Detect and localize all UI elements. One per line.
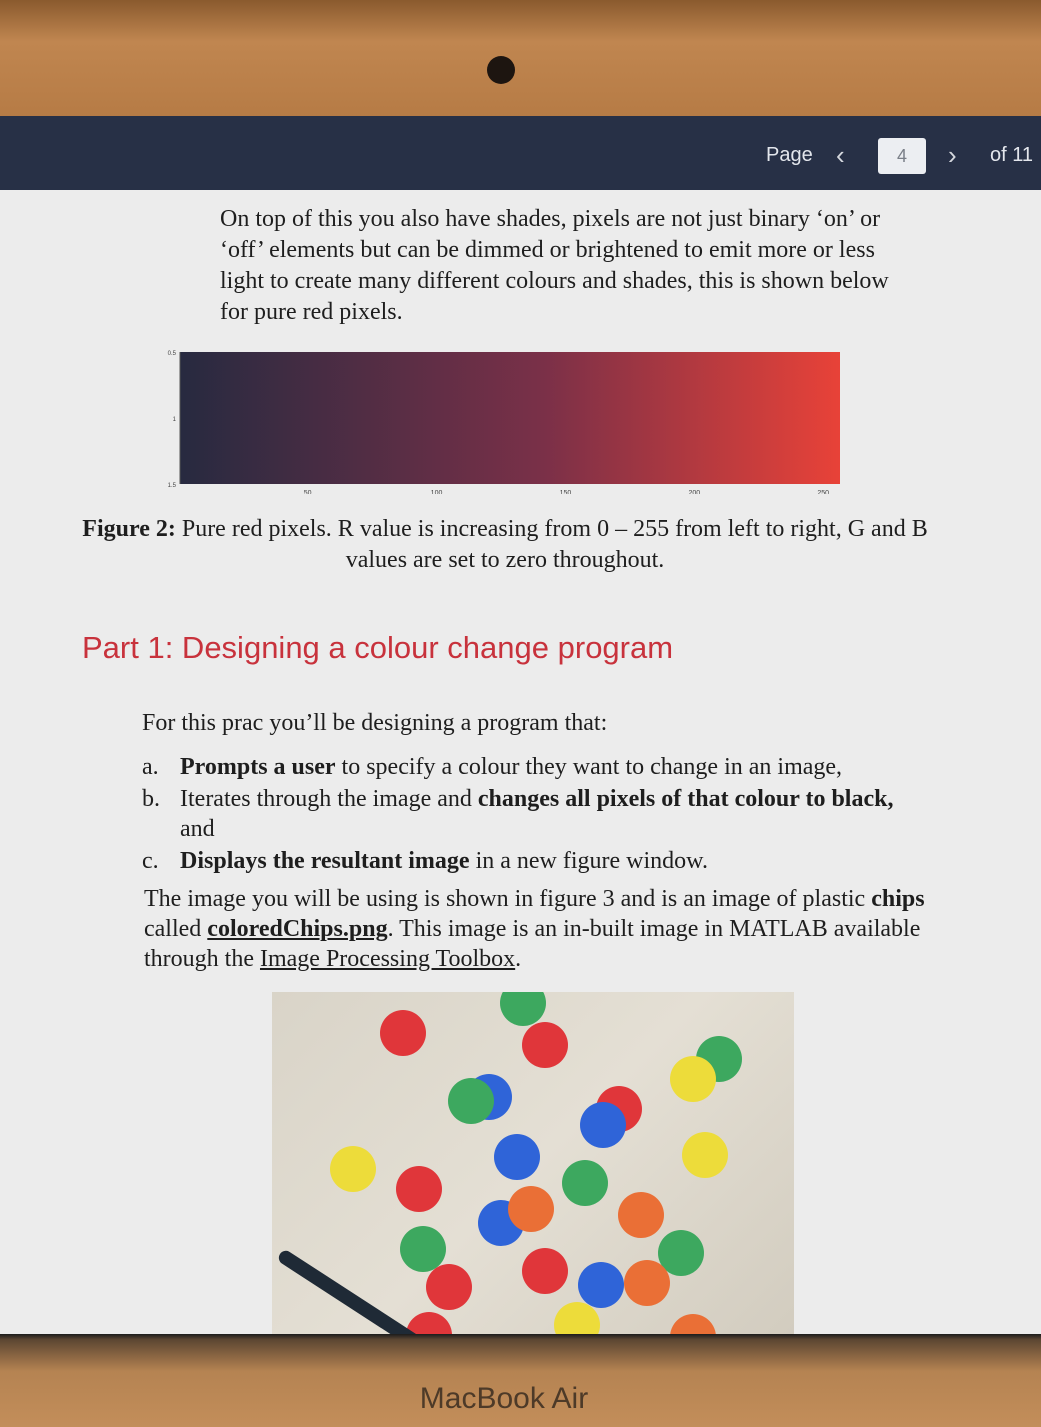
shades-paragraph: On top of this you also have shades, pixels are not just binary ‘on’ or ‘off’ elements but can be dimmed or brightened to emit more or less light to create many different colours and shades, this is shown below for pure red pixels. [220,206,889,325]
list-item [140,752,930,782]
red-gradient-chart [160,344,860,494]
chip-green [500,992,546,1026]
laptop-bezel-top [0,0,1041,118]
page-label: Page [766,144,813,166]
gradient-bar [180,352,840,484]
para-text: . [515,946,522,972]
para-text: called [144,916,208,942]
x-tick-label: 250 [817,490,830,494]
figure2-caption-label: Figure 2: [82,516,176,542]
step-bold: changes all pixels of that colour to black, [477,786,894,812]
y-tick-label: 1 [172,417,176,423]
figure2-caption [70,514,940,576]
chip-red [380,1010,426,1056]
figure2-caption-text: Pure red pixels. R value is increasing from 0 – 255 from left to right, G and B values are set to zero throughout. [175,516,928,573]
x-tick-label: 200 [688,490,701,494]
chip-orange [624,1260,670,1306]
pdf-toolbar [0,116,1041,190]
chip-green [448,1078,494,1124]
para-text: . This image is an in-built image in MATLAB available through the [144,916,921,972]
y-tick-label: 0.5 [167,351,176,357]
total-pages-label: of 11 [990,144,1033,166]
chip-orange [618,1192,664,1238]
colored-chips-photo [272,992,794,1338]
device-brand-label: MacBook Air [419,1382,589,1415]
x-tick-label: 150 [559,490,572,494]
step-text: in a new figure window. [469,848,708,874]
chip-blue [494,1134,540,1180]
step-text: to specify a colour they want to change in an image, [335,754,843,780]
steps-list [140,752,930,878]
step-text: Iterates through the image and [180,786,478,812]
para-text: The image you will be using is shown in figure 3 and is an image of plastic [144,886,872,912]
chips-bold: chips [871,886,925,912]
step-bold: Prompts a user [180,754,336,780]
intro-text: For this prac you’ll be designing a program that: [142,710,608,736]
list-marker: a. [142,754,159,780]
chip-red [426,1264,472,1310]
list-marker: b. [142,786,160,812]
list-item [140,784,930,844]
page-number-input[interactable]: 4 [878,138,926,174]
image-processing-toolbox-link[interactable]: Image Processing Toolbox [259,946,516,972]
chip-yellow [670,1056,716,1102]
chip-red [522,1022,568,1068]
chip-yellow [330,1146,376,1192]
x-tick-label: 50 [303,490,312,494]
list-item [140,846,930,876]
list-marker: c. [142,848,159,874]
prev-page-icon[interactable]: ‹ [836,140,845,170]
colored-chips-filename: coloredChips.png [207,916,388,942]
chip-orange [508,1186,554,1232]
chip-red [396,1166,442,1212]
image-description-paragraph [144,884,934,974]
chip-blue [580,1102,626,1148]
screen [0,116,1041,1338]
section-title: Part 1: Designing a colour change program [82,630,674,665]
step-text: and [180,816,215,842]
y-tick-label: 1.5 [167,483,176,489]
camera-icon [487,56,515,84]
step-bold: Displays the resultant image [180,848,470,874]
chip-green [562,1160,608,1206]
chip-red [522,1248,568,1294]
chip-yellow [554,1302,600,1338]
next-page-icon[interactable]: › [948,140,957,170]
x-tick-label: 100 [430,490,443,494]
chip-blue [578,1262,624,1308]
chip-yellow [682,1132,728,1178]
